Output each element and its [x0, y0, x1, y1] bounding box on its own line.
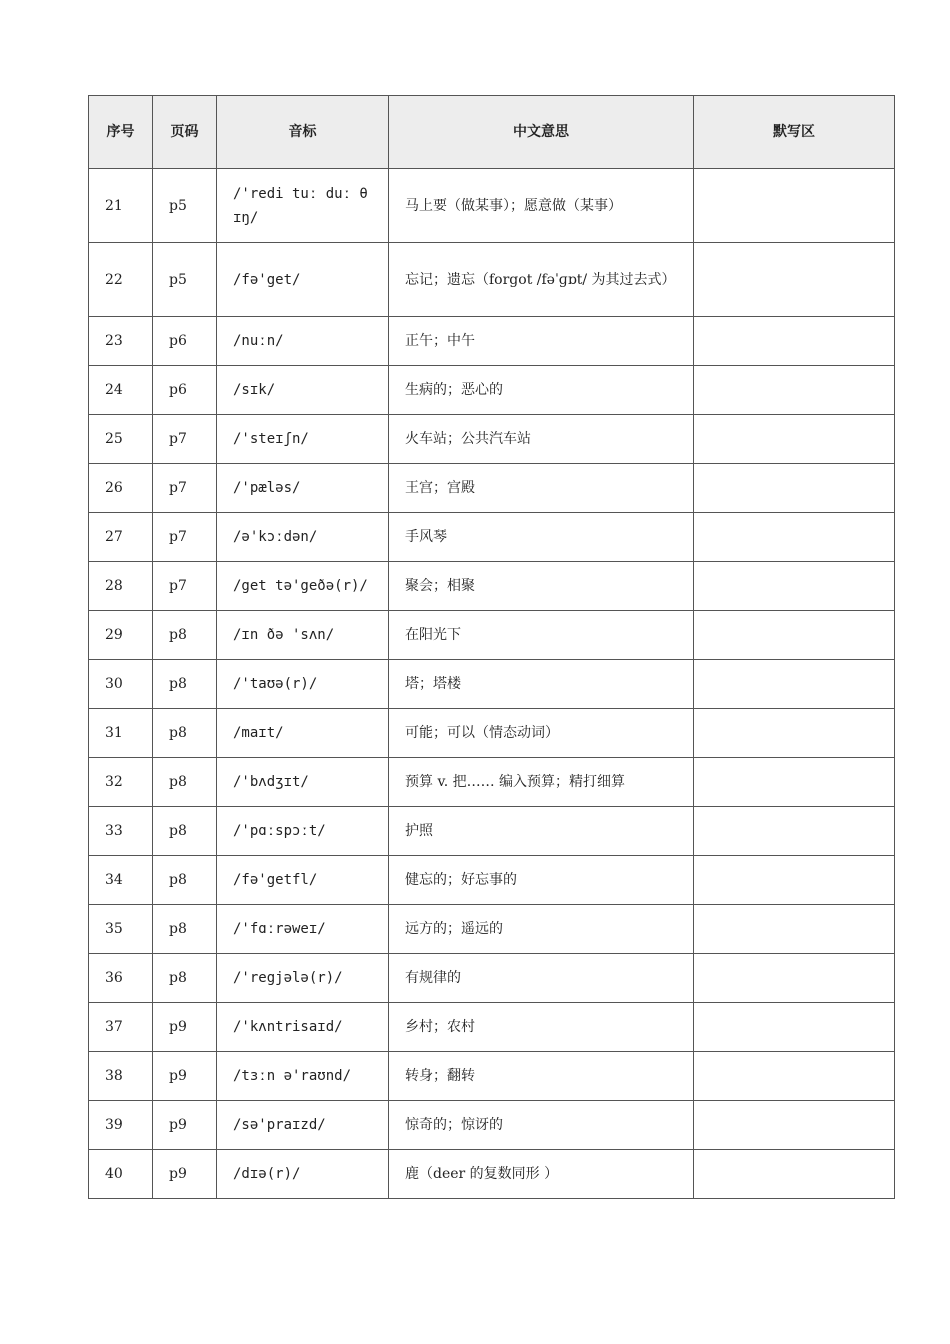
row-phonetic: /sɪk/	[217, 366, 389, 415]
row-index: 33	[89, 807, 153, 856]
dictation-cell[interactable]	[694, 169, 895, 243]
dictation-cell[interactable]	[694, 366, 895, 415]
row-meaning: 远方的；遥远的	[389, 905, 694, 954]
dictation-cell[interactable]	[694, 317, 895, 366]
row-phonetic: /'steɪʃn/	[217, 415, 389, 464]
row-index: 22	[89, 243, 153, 317]
row-page: p8	[153, 905, 217, 954]
row-index: 30	[89, 660, 153, 709]
row-phonetic: /'fɑːrəweɪ/	[217, 905, 389, 954]
row-page: p8	[153, 660, 217, 709]
dictation-cell[interactable]	[694, 464, 895, 513]
row-meaning: 惊奇的；惊讶的	[389, 1101, 694, 1150]
table-row	[89, 169, 895, 243]
table-row	[89, 758, 895, 807]
header-meaning: 中文意思	[389, 96, 694, 169]
row-index: 29	[89, 611, 153, 660]
row-index: 38	[89, 1052, 153, 1101]
row-index: 39	[89, 1101, 153, 1150]
row-meaning: 火车站；公共汽车站	[389, 415, 694, 464]
row-meaning: 马上要（做某事）；愿意做（某事）	[389, 169, 694, 243]
dictation-cell[interactable]	[694, 513, 895, 562]
row-phonetic: /'pɑːspɔːt/	[217, 807, 389, 856]
table-row	[89, 366, 895, 415]
row-index: 35	[89, 905, 153, 954]
dictation-cell[interactable]	[694, 856, 895, 905]
row-phonetic: /fə'get/	[217, 243, 389, 317]
row-index: 27	[89, 513, 153, 562]
row-index: 23	[89, 317, 153, 366]
dictation-cell[interactable]	[694, 954, 895, 1003]
row-index: 40	[89, 1150, 153, 1199]
row-page: p8	[153, 807, 217, 856]
row-phonetic: /tɜːn ə'raʊnd/	[217, 1052, 389, 1101]
dictation-cell[interactable]	[694, 1003, 895, 1052]
row-page: p6	[153, 317, 217, 366]
table-row	[89, 317, 895, 366]
table-row	[89, 1003, 895, 1052]
row-page: p8	[153, 954, 217, 1003]
table-row	[89, 1101, 895, 1150]
row-meaning: 鹿（deer 的复数同形 ）	[389, 1150, 694, 1199]
row-page: p8	[153, 709, 217, 758]
header-dictation: 默写区	[694, 96, 895, 169]
row-page: p9	[153, 1101, 217, 1150]
row-page: p9	[153, 1052, 217, 1101]
row-phonetic: /'regjələ(r)/	[217, 954, 389, 1003]
row-phonetic: /'redi tuː duː θ ɪŋ/	[217, 169, 389, 243]
row-meaning: 忘记；遗忘（forgot /fəˈɡɒt/ 为其过去式）	[389, 243, 694, 317]
dictation-cell[interactable]	[694, 709, 895, 758]
dictation-cell[interactable]	[694, 758, 895, 807]
table-row	[89, 954, 895, 1003]
row-phonetic: /'bʌdʒɪt/	[217, 758, 389, 807]
table-row	[89, 243, 895, 317]
dictation-cell[interactable]	[694, 562, 895, 611]
row-page: p8	[153, 758, 217, 807]
table-body	[89, 169, 895, 1199]
table-row	[89, 1052, 895, 1101]
row-page: p9	[153, 1150, 217, 1199]
row-page: p8	[153, 856, 217, 905]
row-page: p7	[153, 464, 217, 513]
dictation-cell[interactable]	[694, 1101, 895, 1150]
row-meaning: 正午；中午	[389, 317, 694, 366]
row-meaning: 在阳光下	[389, 611, 694, 660]
table-row	[89, 415, 895, 464]
row-page: p7	[153, 513, 217, 562]
header-phonetic: 音标	[217, 96, 389, 169]
row-page: p5	[153, 243, 217, 317]
dictation-cell[interactable]	[694, 243, 895, 317]
row-phonetic: /ɪn ðə 'sʌn/	[217, 611, 389, 660]
row-page: p7	[153, 415, 217, 464]
row-meaning: 聚会；相聚	[389, 562, 694, 611]
row-phonetic: /'pæləs/	[217, 464, 389, 513]
row-meaning: 健忘的；好忘事的	[389, 856, 694, 905]
row-page: p6	[153, 366, 217, 415]
table-row	[89, 660, 895, 709]
table-row	[89, 709, 895, 758]
table-row	[89, 464, 895, 513]
table-row	[89, 807, 895, 856]
dictation-cell[interactable]	[694, 660, 895, 709]
row-index: 32	[89, 758, 153, 807]
row-phonetic: /nuːn/	[217, 317, 389, 366]
row-meaning: 王宫；宫殿	[389, 464, 694, 513]
dictation-cell[interactable]	[694, 611, 895, 660]
row-phonetic: /'taʊə(r)/	[217, 660, 389, 709]
row-phonetic: /'kʌntrisaɪd/	[217, 1003, 389, 1052]
row-page: p9	[153, 1003, 217, 1052]
row-meaning: 塔；塔楼	[389, 660, 694, 709]
row-meaning: 可能；可以（情态动词）	[389, 709, 694, 758]
row-meaning: 乡村；农村	[389, 1003, 694, 1052]
row-phonetic: /maɪt/	[217, 709, 389, 758]
row-phonetic: /get tə'geðə(r)/	[217, 562, 389, 611]
table-row	[89, 562, 895, 611]
row-phonetic: /fə'getfl/	[217, 856, 389, 905]
row-index: 36	[89, 954, 153, 1003]
row-page: p5	[153, 169, 217, 243]
row-index: 31	[89, 709, 153, 758]
dictation-cell[interactable]	[694, 415, 895, 464]
row-index: 24	[89, 366, 153, 415]
row-page: p8	[153, 611, 217, 660]
table-row	[89, 1150, 895, 1199]
row-index: 21	[89, 169, 153, 243]
row-meaning: 生病的；恶心的	[389, 366, 694, 415]
row-phonetic: /sə'praɪzd/	[217, 1101, 389, 1150]
row-index: 28	[89, 562, 153, 611]
dictation-cell[interactable]	[694, 807, 895, 856]
dictation-cell[interactable]	[694, 905, 895, 954]
table-row	[89, 611, 895, 660]
row-meaning: 有规律的	[389, 954, 694, 1003]
table-row	[89, 905, 895, 954]
table-row	[89, 856, 895, 905]
row-index: 26	[89, 464, 153, 513]
row-meaning: 护照	[389, 807, 694, 856]
row-index: 37	[89, 1003, 153, 1052]
row-page: p7	[153, 562, 217, 611]
header-row	[89, 96, 895, 169]
row-index: 34	[89, 856, 153, 905]
row-meaning: 预算 v. 把…… 编入预算；精打细算	[389, 758, 694, 807]
header-page: 页码	[153, 96, 217, 169]
header-index: 序号	[89, 96, 153, 169]
row-meaning: 转身；翻转	[389, 1052, 694, 1101]
row-index: 25	[89, 415, 153, 464]
vocabulary-table	[88, 95, 895, 1199]
dictation-cell[interactable]	[694, 1052, 895, 1101]
row-phonetic: /ə'kɔːdən/	[217, 513, 389, 562]
row-meaning: 手风琴	[389, 513, 694, 562]
table-row	[89, 513, 895, 562]
dictation-cell[interactable]	[694, 1150, 895, 1199]
row-phonetic: /dɪə(r)/	[217, 1150, 389, 1199]
